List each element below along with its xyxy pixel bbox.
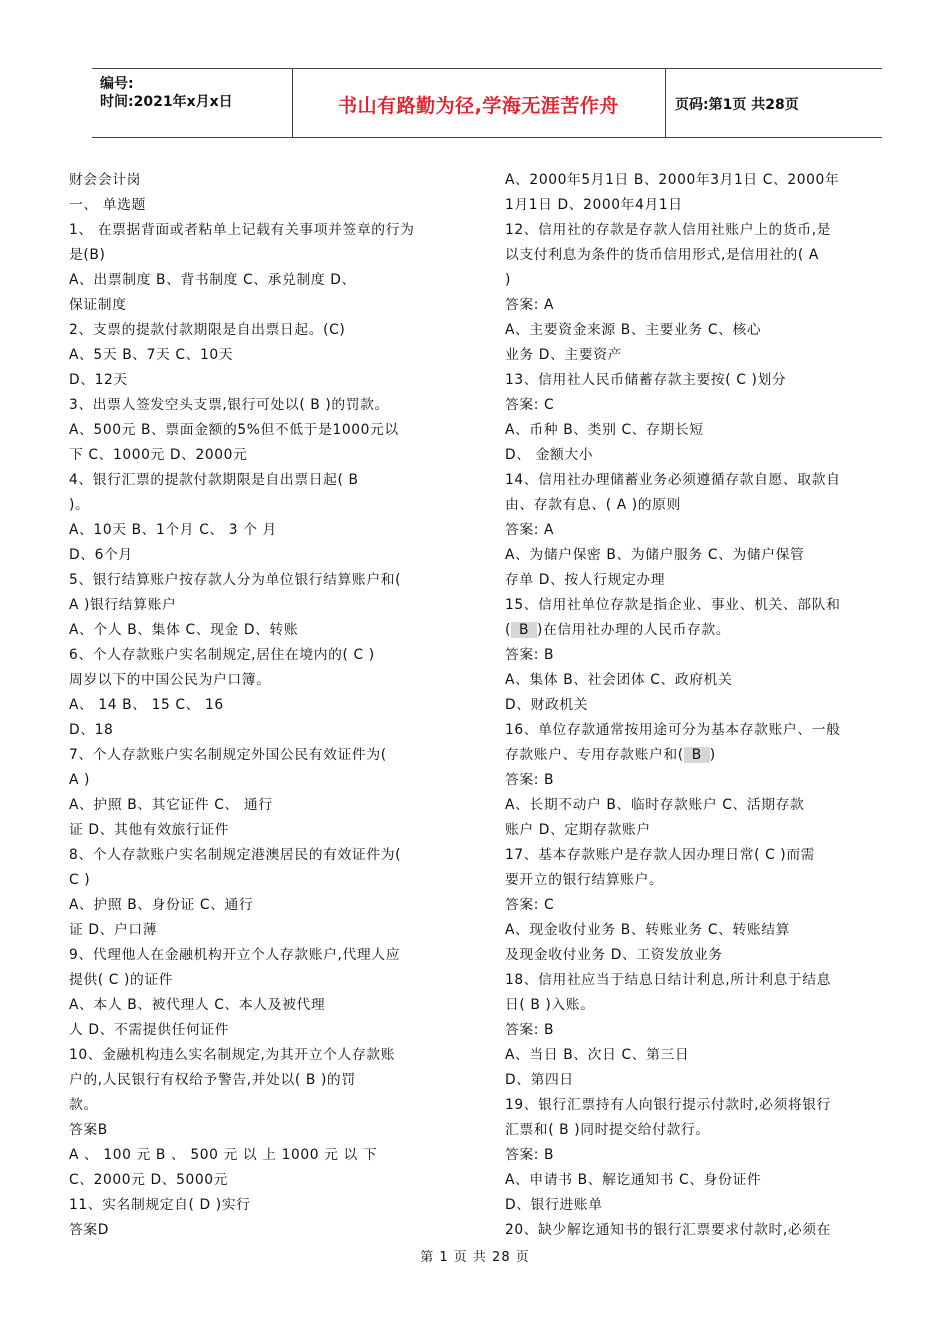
text-line: 17、基本存款账户是存款人因办理日常( C )而需: [505, 847, 816, 863]
text-line: ): [505, 272, 511, 288]
text-line: A ): [69, 772, 91, 788]
text-line: 答案: A: [505, 297, 555, 313]
text-line: 答案D: [69, 1222, 110, 1238]
text-line: 1月1日 D、2000年4月1日: [505, 197, 683, 213]
text-line: 答案B: [69, 1122, 108, 1138]
text-line: 20、缺少解讫通知书的银行汇票要求付款时,必须在: [505, 1222, 832, 1238]
right-column: [505, 168, 905, 1243]
text-line: A、集体 B、社会团体 C、政府机关: [505, 672, 733, 688]
text-line: 保证制度: [69, 297, 127, 313]
text-line: 答案: B: [505, 1022, 555, 1038]
text-fragment: (: [505, 622, 511, 638]
header-meta-cell: [92, 69, 293, 137]
text-line: 答案: B: [505, 1147, 555, 1163]
text-line: )。: [69, 497, 90, 513]
text-line: 答案: B: [505, 772, 555, 788]
text-line: 19、银行汇票持有人向银行提示付款时,必须将银行: [505, 1097, 832, 1113]
text-line: 由、存款有息、( A )的原则: [505, 497, 681, 513]
text-line: 是(B): [69, 247, 106, 263]
text-line: D、财政机关: [505, 697, 589, 713]
text-line: 7、个人存款账户实名制规定外国公民有效证件为(: [69, 747, 387, 763]
text-fragment: 存款账户、专用存款账户和(: [505, 747, 684, 763]
text-line: D、18: [69, 722, 114, 738]
text-line: A、10天 B、1个月 C、 3 个 月: [69, 522, 277, 538]
text-line: 9、代理他人在金融机构开立个人存款账户,代理人应: [69, 947, 401, 963]
text-line: A、5天 B、7天 C、10天: [69, 347, 234, 363]
text-line: 10、金融机构违么实名制规定,为其开立个人存款账: [69, 1047, 396, 1063]
header-page-cell: [665, 69, 882, 137]
text-line: 人 D、不需提供任何证件: [69, 1022, 230, 1038]
text-line: D、6个月: [69, 547, 133, 563]
text-line: 提供( C )的证件: [69, 972, 174, 988]
document-header: [92, 68, 882, 138]
text-line: 答案: C: [505, 897, 555, 913]
text-line: A、500元 B、票面金额的5%但不低于是1000元以: [69, 422, 399, 438]
text-line: C ): [69, 872, 91, 888]
text-line: 13、信用社人民币储蓄存款主要按( C )划分: [505, 372, 787, 388]
text-line: 账户 D、定期存款账户: [505, 822, 651, 838]
header-motto-cell: [292, 69, 666, 137]
text-line: 证 D、户口薄: [69, 922, 158, 938]
text-line: [505, 618, 905, 643]
text-line: 16、单位存款通常按用途可分为基本存款账户、一般: [505, 722, 841, 738]
text-line: 及现金收付业务 D、工资发放业务: [505, 947, 723, 963]
text-line: A、出票制度 B、背书制度 C、承兑制度 D、: [69, 272, 356, 288]
text-line: 存单 D、按人行规定办理: [505, 572, 666, 588]
text-line: 18、信用社应当于结息日结计利息,所计利息于结息: [505, 972, 832, 988]
text-line: 周岁以下的中国公民为户口簿。: [69, 672, 271, 688]
text-line: A、现金收付业务 B、转账业务 C、转账结算: [505, 922, 791, 938]
page-info: 页码:第1页 共28页: [675, 97, 799, 113]
text-line: 证 D、其他有效旅行证件: [69, 822, 230, 838]
text-line: A、护照 B、身份证 C、通行: [69, 897, 254, 913]
text-line: A、 14 B、 15 C、 16: [69, 697, 224, 713]
text-line: 2、支票的提款付款期限是自出票日起。(C): [69, 322, 346, 338]
text-line: 答案: A: [505, 522, 555, 538]
text-line: 6、个人存款账户实名制规定,居住在境内的( C ): [69, 647, 375, 663]
text-line: 12、信用社的存款是存款人信用社账户上的货币,是: [505, 222, 832, 238]
text-line: 8、个人存款账户实名制规定港澳居民的有效证件为(: [69, 847, 402, 863]
text-line: A、主要资金来源 B、主要业务 C、核心: [505, 322, 762, 338]
time-line: 时间:2021年x月x日: [100, 94, 233, 110]
text-line: 下 C、1000元 D、2000元: [69, 447, 248, 463]
text-line: 户的,人民银行有权给予警告,并处以( B )的罚: [69, 1072, 356, 1088]
text-line: A、当日 B、次日 C、第三日: [505, 1047, 690, 1063]
text-line: 14、信用社办理储蓄业务必须遵循存款自愿、取款自: [505, 472, 841, 488]
text-line: 以支付利息为条件的货币信用形式,是信用社的( A: [505, 247, 819, 263]
text-fragment: )在信用社办理的人民币存款。: [537, 622, 731, 638]
text-line: A、个人 B、集体 C、现金 D、转账: [69, 622, 299, 638]
text-line: 汇票和( B )同时提交给付款行。: [505, 1122, 710, 1138]
text-line: 一、 单选题: [69, 197, 146, 213]
text-line: A、申请书 B、解讫通知书 C、身份证件: [505, 1172, 762, 1188]
highlighted-answer: B: [684, 747, 710, 763]
text-line: A 、 100 元 B 、 500 元 以 上 1000 元 以 下: [69, 1147, 378, 1163]
text-line: A、本人 B、被代理人 C、本人及被代理: [69, 997, 326, 1013]
page-footer: 第 1 页 共 28 页: [420, 1250, 530, 1265]
text-line: 业务 D、主要资产: [505, 347, 622, 363]
text-line: A、币种 B、类别 C、存期长短: [505, 422, 704, 438]
text-line: 要开立的银行结算账户。: [505, 872, 664, 888]
text-line: A、2000年5月1日 B、2000年3月1日 C、2000年: [505, 172, 840, 188]
text-line: 4、银行汇票的提款付款期限是自出票日起( B: [69, 472, 359, 488]
text-line: [505, 743, 905, 768]
text-line: D、银行进账单: [505, 1197, 603, 1213]
text-line: 11、实名制规定自( D )实行: [69, 1197, 251, 1213]
text-line: 款。: [69, 1097, 98, 1113]
text-line: 答案: B: [505, 647, 555, 663]
text-line: A、护照 B、其它证件 C、 通行: [69, 797, 273, 813]
text-line: A、为储户保密 B、为储户服务 C、为储户保管: [505, 547, 805, 563]
text-line: A、长期不动户 B、临时存款账户 C、活期存款: [505, 797, 805, 813]
serial-label: 编号:: [100, 76, 134, 92]
text-line: 1、 在票据背面或者粘单上记载有关事项并签章的行为: [69, 222, 415, 238]
text-line: A )银行结算账户: [69, 597, 177, 613]
text-line: D、12天: [69, 372, 128, 388]
text-line: D、第四日: [505, 1072, 574, 1088]
text-line: C、2000元 D、5000元: [69, 1172, 229, 1188]
text-line: 3、出票人签发空头支票,银行可处以( B )的罚款。: [69, 397, 389, 413]
text-fragment: ): [709, 747, 716, 763]
text-line: D、 金额大小: [505, 447, 594, 463]
left-column: [69, 168, 469, 1243]
highlighted-answer: B: [511, 622, 537, 638]
text-line: 日( B )入账。: [505, 997, 595, 1013]
text-line: 答案: C: [505, 397, 555, 413]
motto: 书山有路勤为径,学海无涯苦作舟: [338, 95, 619, 117]
text-line: 5、银行结算账户按存款人分为单位银行结算账户和(: [69, 572, 402, 588]
text-line: 15、信用社单位存款是指企业、事业、机关、部队和: [505, 597, 841, 613]
text-line: 财会会计岗: [69, 172, 141, 188]
